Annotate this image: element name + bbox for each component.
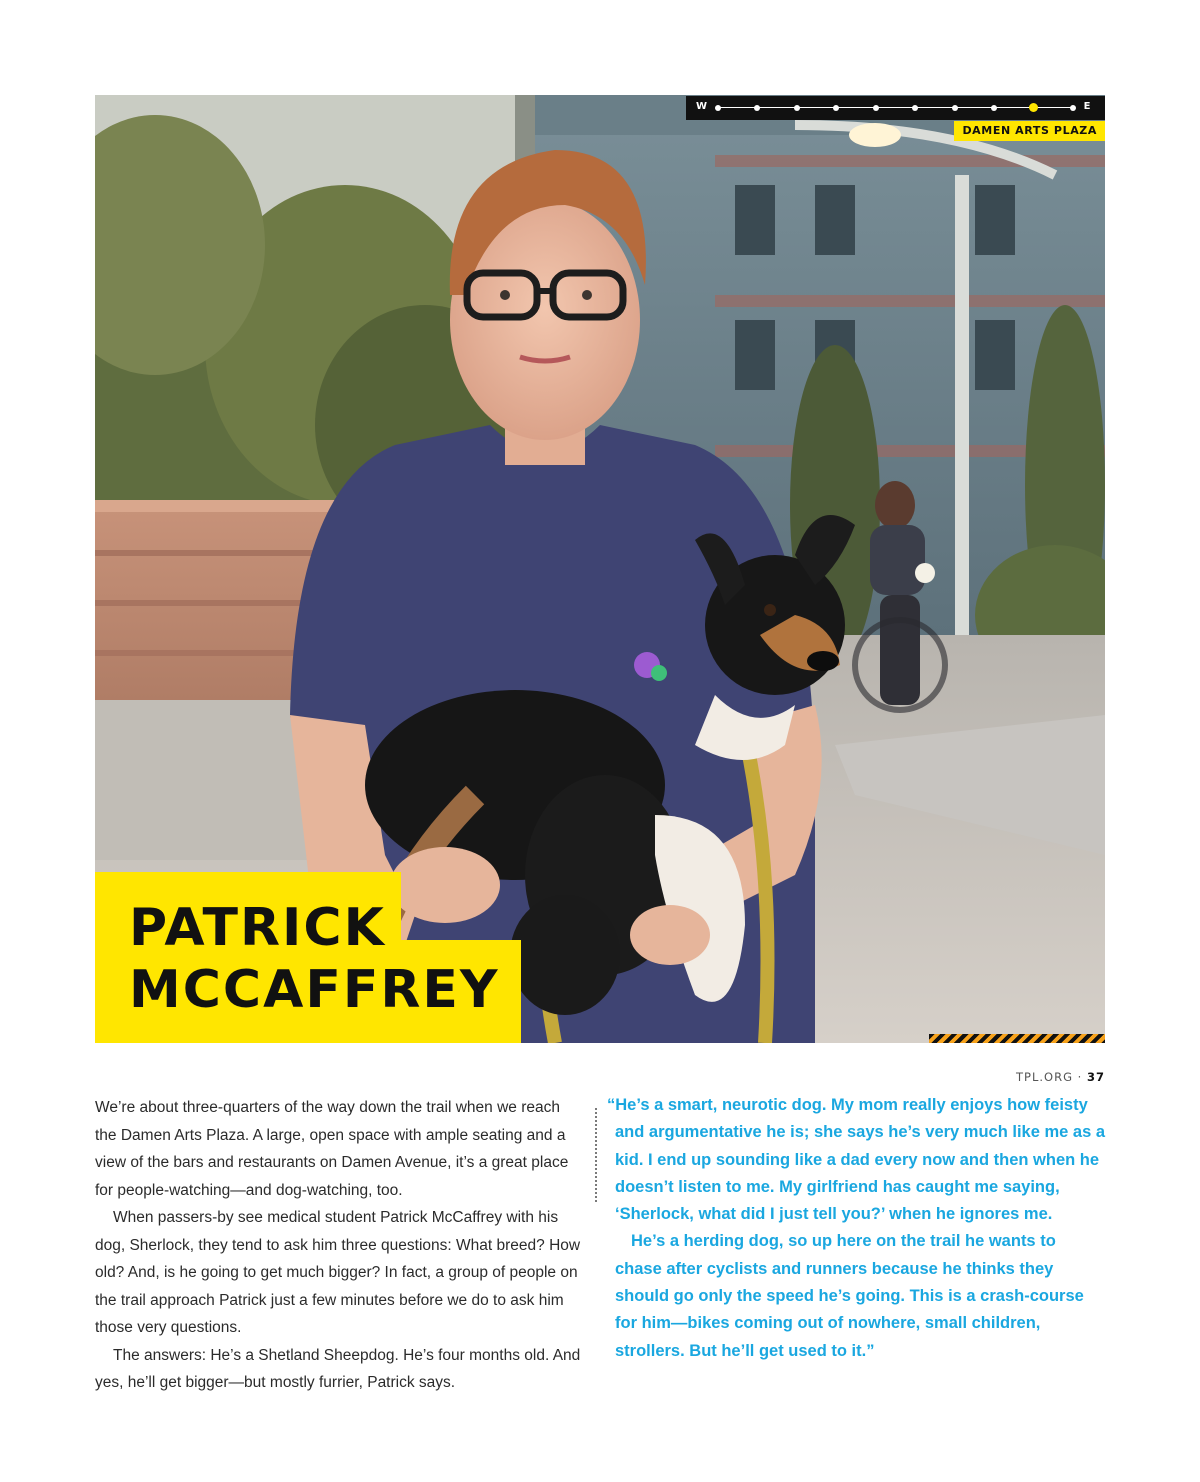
trail-stop	[794, 105, 800, 111]
location-badge: DAMEN ARTS PLAZA	[954, 121, 1105, 141]
trail-stop	[833, 105, 839, 111]
trail-east-label: E	[1083, 101, 1091, 112]
profile-last-name: MCCAFFREY	[129, 960, 500, 1020]
trail-west-label: W	[696, 101, 708, 112]
trail-stop	[715, 105, 721, 111]
article-body	[95, 1094, 585, 1397]
profile-first-name: PATRICK	[129, 898, 386, 958]
article-paragraph: The answers: He’s a Shetland Sheepdog. He’s four months old. And yes, he’ll get bigger—but mostly furrier, Patrick says.	[95, 1346, 581, 1391]
column-divider	[595, 1108, 597, 1202]
trail-stop	[754, 105, 760, 111]
trail-progress-map	[686, 96, 1105, 120]
article-paragraph: We’re about three-quarters of the way down the trail when we reach the Damen Arts Plaza. A large, open space with ample seating and a view of the bars and restaurants on Damen Avenue, it’s a great place for people-watching—and dog-watching, too.	[95, 1099, 569, 1199]
quote-paragraph: “He’s a smart, neurotic dog. My mom really enjoys how feisty and argumentative he is; she says he’s very much like me as a kid. I end up sounding like a dad every now and then when he doesn’t listen to me. My girlfriend has caught me saying, ‘Sherlock, what did I just tell you?’ when he ignores me.	[607, 1096, 1106, 1224]
trail-stop-current	[1029, 103, 1038, 112]
trail-stop	[952, 105, 958, 111]
pull-quote	[607, 1092, 1107, 1365]
quote-paragraph: He’s a herding dog, so up here on the trail he wants to chase after cyclists and runners because he thinks they should go only the speed he’s going. This is a crash-course for him—bikes coming out of nowhere, small children, strollers. But he’ll get used to it.”	[615, 1232, 1084, 1360]
trail-stop	[991, 105, 997, 111]
trail-stop	[873, 105, 879, 111]
folio-separator: ·	[1077, 1070, 1083, 1084]
page-folio	[1016, 1070, 1105, 1084]
trail-stop	[1070, 105, 1076, 111]
article-paragraph: When passers-by see medical student Patrick McCaffrey with his dog, Sherlock, they tend to ask him three questions: What breed? How old? And, is he going to get much bigger? In fact, a group of people on the trail approach Patrick just a few minutes before we do to ask him those very questions.	[95, 1209, 581, 1336]
page-number: 37	[1086, 1070, 1105, 1084]
hazard-stripe-decoration	[929, 1034, 1105, 1043]
trail-line	[716, 107, 1075, 108]
trail-stop	[912, 105, 918, 111]
folio-site: TPL.ORG	[1016, 1070, 1074, 1084]
